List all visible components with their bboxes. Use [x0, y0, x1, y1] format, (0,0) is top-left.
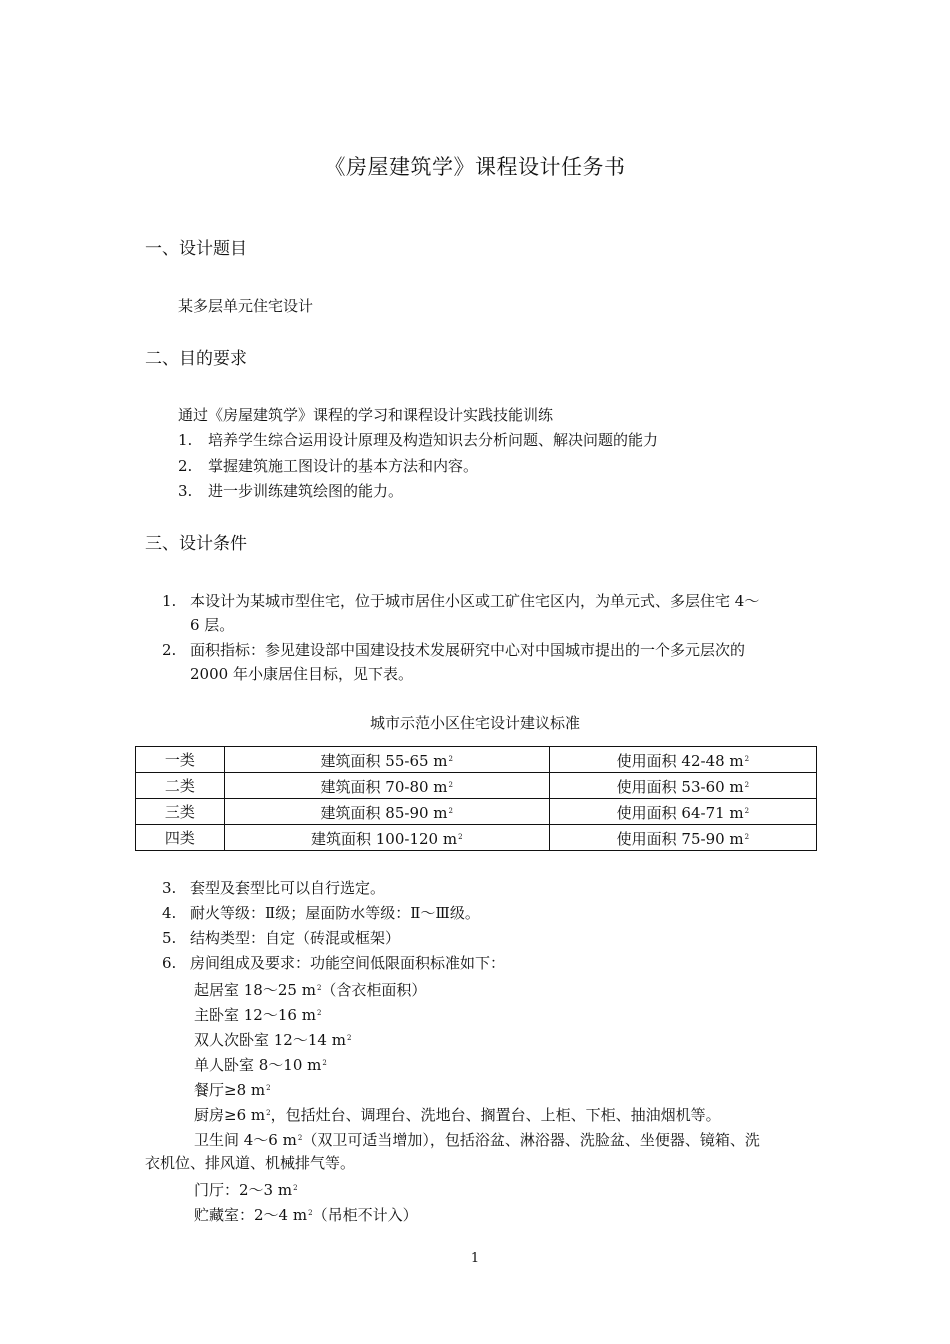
- table-cell-type: 二类: [136, 773, 225, 799]
- condition-item: [162, 640, 745, 660]
- list-text: 房间组成及要求：功能空间低限面积标准如下：: [190, 954, 506, 972]
- section-heading-design-topic: 一、设计题目: [145, 239, 247, 259]
- objectives-intro: 通过《房屋建筑学》课程的学习和课程设计实践技能训练: [178, 406, 554, 424]
- table-row: [136, 773, 817, 799]
- objective-item: [178, 456, 478, 476]
- list-number: 5.: [162, 929, 177, 947]
- room-storage: 贮藏室：2～4 $m^2$（吊柜不计入）: [194, 1206, 418, 1224]
- table-cell-building-area: 建筑面积 55-65 $m^2$: [224, 747, 549, 773]
- document-title: 《房屋建筑学》课程设计任务书: [324, 155, 626, 179]
- condition-item: [162, 928, 400, 948]
- room-dining: 餐厅≥8 $m^2$: [194, 1081, 271, 1099]
- list-text: 面积指标：参见建设部中国建设技术发展研究中心对中国城市提出的一个多元层次的: [190, 641, 746, 659]
- objective-item: [178, 430, 658, 450]
- list-text: 结构类型：自定（砖混或框架）: [190, 929, 401, 947]
- list-text: 套型及套型比可以自行选定。: [190, 879, 386, 897]
- room-bathroom-continuation: 衣机位、排风道、机械排气等。: [145, 1154, 356, 1172]
- table-cell-building-area: 建筑面积 100-120 $m^2$: [224, 825, 549, 851]
- table-cell-usable-area: 使用面积 42-48 $m^2$: [549, 747, 816, 773]
- room-entrance-hall: 门厅：2～3 $m^2$: [194, 1181, 298, 1199]
- list-number: 3.: [178, 482, 193, 500]
- condition-item-continuation: 6 层。: [190, 616, 235, 634]
- page-number: 1: [470, 1251, 480, 1266]
- table-cell-usable-area: 使用面积 64-71 $m^2$: [549, 799, 816, 825]
- condition-item: [162, 878, 385, 898]
- design-topic-text: 某多层单元住宅设计: [178, 297, 314, 315]
- table-row: [136, 799, 817, 825]
- condition-item-continuation: 2000 年小康居住目标，见下表。: [190, 665, 413, 683]
- table-cell-usable-area: 使用面积 75-90 $m^2$: [549, 825, 816, 851]
- room-double-bedroom: 双人次卧室 12～14 $m^2$: [194, 1031, 352, 1049]
- list-text: 进一步训练建筑绘图的能力。: [208, 482, 404, 500]
- section-heading-objectives: 二、目的要求: [145, 349, 247, 369]
- table-cell-usable-area: 使用面积 53-60 $m^2$: [549, 773, 816, 799]
- table-cell-type: 三类: [136, 799, 225, 825]
- list-number: 2.: [162, 641, 177, 659]
- list-text: 耐火等级：Ⅱ级；屋面防水等级：Ⅱ～Ⅲ级。: [190, 904, 480, 922]
- list-number: 4.: [162, 904, 177, 922]
- list-text: 掌握建筑施工图设计的基本方法和内容。: [208, 457, 479, 475]
- list-text: 本设计为某城市型住宅，位于城市居住小区或工矿住宅区内，为单元式、多层住宅 4～: [190, 592, 760, 610]
- room-kitchen: 厨房≥6 $m^2$，包括灶台、调理台、洗地台、搁置台、上柜、下柜、抽油烟机等。: [194, 1106, 721, 1124]
- area-standard-table: [135, 746, 817, 851]
- room-living: 起居室 18～25 $m^2$（含衣柜面积）: [194, 981, 427, 999]
- list-number: 1.: [162, 592, 177, 610]
- objective-item: [178, 481, 403, 501]
- section-heading-design-conditions: 三、设计条件: [145, 534, 247, 554]
- condition-item: [162, 591, 759, 611]
- table-cell-building-area: 建筑面积 85-90 $m^2$: [224, 799, 549, 825]
- table-cell-building-area: 建筑面积 70-80 $m^2$: [224, 773, 549, 799]
- table-caption: 城市示范小区住宅设计建议标准: [369, 714, 580, 732]
- condition-item: [162, 903, 480, 923]
- condition-item: [162, 953, 505, 973]
- list-number: 2.: [178, 457, 193, 475]
- list-number: 6.: [162, 954, 177, 972]
- room-master-bedroom: 主卧室 12～16 $m^2$: [194, 1006, 322, 1024]
- table-row: [136, 825, 817, 851]
- table-cell-type: 四类: [136, 825, 225, 851]
- list-number: 1.: [178, 431, 193, 449]
- list-number: 3.: [162, 879, 177, 897]
- table-cell-type: 一类: [136, 747, 225, 773]
- list-text: 培养学生综合运用设计原理及构造知识去分析问题、解决问题的能力: [208, 431, 659, 449]
- room-single-bedroom: 单人卧室 8～10 $m^2$: [194, 1056, 327, 1074]
- room-bathroom: 卫生间 4～6 $m^2$（双卫可适当增加），包括浴盆、淋浴器、洗脸盆、坐便器、镜箱、洗: [194, 1131, 760, 1149]
- table-row: [136, 747, 817, 773]
